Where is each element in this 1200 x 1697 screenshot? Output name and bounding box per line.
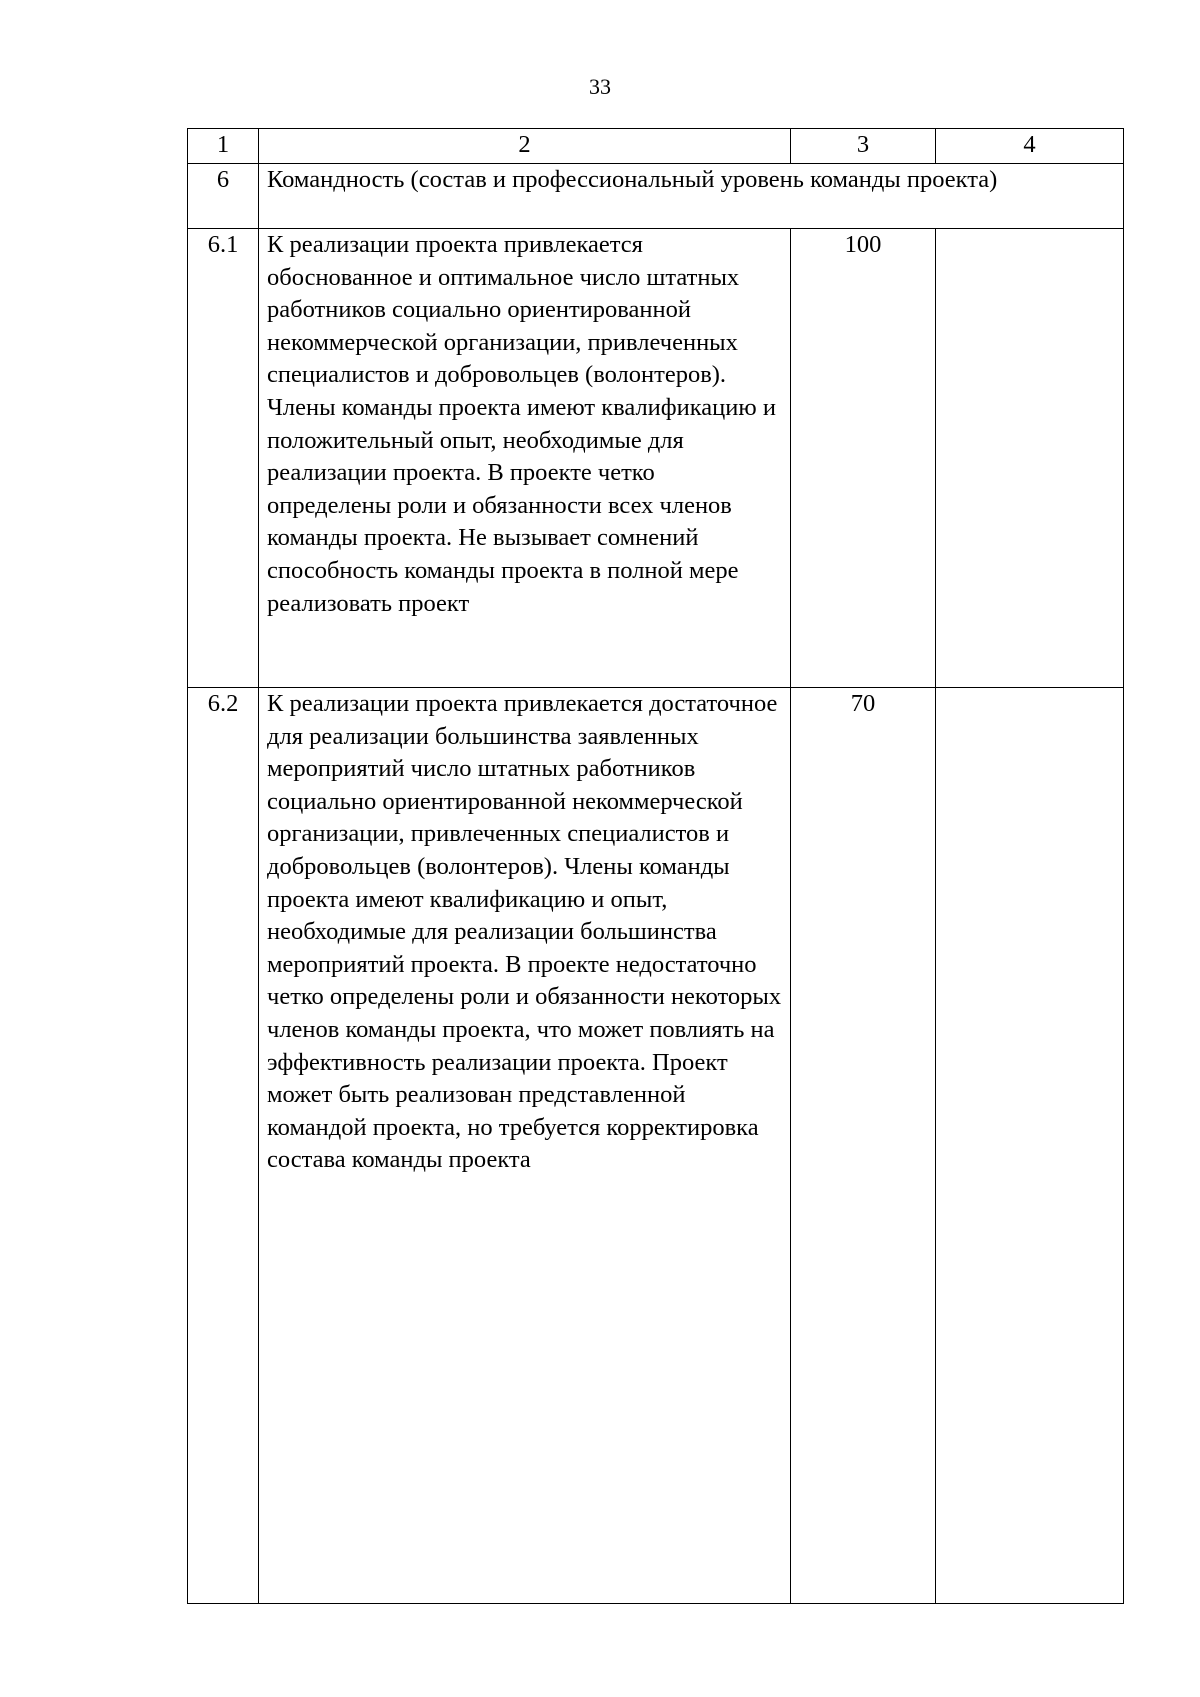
section-number: 6 (188, 164, 259, 229)
table-header-row (188, 129, 1124, 164)
row-score: 100 (791, 229, 936, 688)
row-note (936, 688, 1124, 1604)
row-description: К реализации проекта привлекается обоснованное и оптимальное число штатных работников социально ориентированной некоммерческой организации, привлеченных специалистов и добровольцев (волонтеров). Члены команды проекта имеют квалификацию и положительный опыт, необходимые для реализации проекта. В проекте четко определены роли и обязанности всех членов команды проекта. Не вызывает сомнений способность команды проекта в полной мере реализовать проект (259, 229, 791, 688)
row-description: К реализации проекта привлекается достаточное для реализации большинства заявленных мероприятий число штатных работников социально ориентированной некоммерческой организации, привлеченных специалистов и добровольцев (волонтеров). Члены команды проекта имеют квалификацию и опыт, необходимые для реализации большинства мероприятий проекта. В проекте недостаточно четко определены роли и обязанности некоторых членов команды проекта, что может повлиять на эффективность реализации проекта. Проект может быть реализован представленной командой проекта, но требуется корректировка состава команды проекта (259, 688, 791, 1604)
section-title: Командность (состав и профессиональный уровень команды проекта) (259, 164, 1124, 229)
row-note (936, 229, 1124, 688)
criteria-table (187, 128, 1124, 1604)
header-cell-1: 1 (188, 129, 259, 164)
table-row (188, 688, 1124, 1604)
header-cell-2: 2 (259, 129, 791, 164)
row-number: 6.1 (188, 229, 259, 688)
page-number: 33 (589, 74, 611, 99)
row-score: 70 (791, 688, 936, 1604)
header-cell-4: 4 (936, 129, 1124, 164)
table-row (188, 229, 1124, 688)
row-number: 6.2 (188, 688, 259, 1604)
header-cell-3: 3 (791, 129, 936, 164)
section-row (188, 164, 1124, 229)
